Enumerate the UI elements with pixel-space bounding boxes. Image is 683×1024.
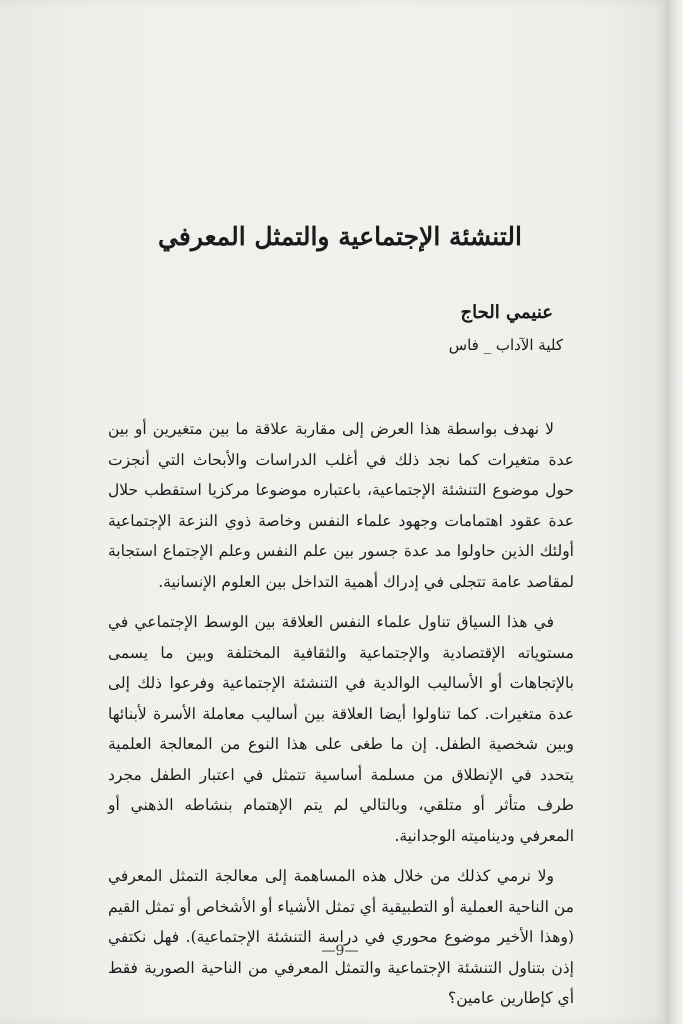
paragraph-3: ولا نرمي كذلك من خلال هذه المساهمة إلى معالجة التمثل المعرفي من الناحية العملية أو التطبيقية أي تمثل الأشياء أو الأشخاص أو تمثل القيم (وهذا الأخير موضوع محوري في دراسة التنشئة الإجتماعية). فهل نكتفي إذن بتناول التنشئة الإجتماعية والتمثل المعرفي من الناحية الصورية فقط أي كإطارين عامين؟ bbox=[108, 867, 574, 1007]
paragraph-1: لا نهدف بواسطة هذا العرض إلى مقاربة علاقة ما بين متغيرين أو بين عدة متغيرات كما نجد ذلك في أغلب الدراسات والأبحاث التي أنجزت حول موضوع التنشئة الإجتماعية، باعتباره موضوعا مركزيا استقطب حلال عدة عقود اهتمامات وجهود علماء النفس وخاصة ذوي النزعة الإجتماعية أولئك الذين حاولوا مد عدة جسور بين علم النفس وعلم الإجتماع استجابة لمقاصد عامة تتجلى في إدراك أهمية التداخل بين العلوم الإنسانية. bbox=[108, 420, 574, 591]
article-body bbox=[108, 414, 574, 1024]
page-number: —9— bbox=[321, 943, 359, 959]
author-name: عنيمي الحاج bbox=[460, 302, 553, 323]
author-affiliation: كلية الآداب _ فاس bbox=[448, 336, 563, 354]
page-edge bbox=[668, 0, 683, 1024]
paragraph-2: في هذا السياق تناول علماء النفس العلاقة بين الوسط الإجتماعي في مستوياته الإقتصادية والإجتماعية والثقافية المختلفة وبين ما يسمى بالإتجاهات أو الأساليب الوالدية في التنشئة الإجتماعية وفرعوا ذلك إلى عدة متغيرات. كما تناولوا أيضا العلاقة بين أساليب معاملة الأسرة لأبنائها وبين شخصية الطفل. إن ما طغى على هذا النوع من المعالجة العلمية يتحدد في الإنطلاق من مسلمة أساسية تتمثل في اعتبار الطفل مجرد طرف متأثر أو متلقي، وبالتالي لم يتم الإهتمام بنشاطه الذهني أو المعرفي وديناميته الوجدانية. bbox=[108, 613, 574, 845]
article-title: التنشئة الإجتماعية والتمثل المعرفي bbox=[158, 222, 522, 251]
